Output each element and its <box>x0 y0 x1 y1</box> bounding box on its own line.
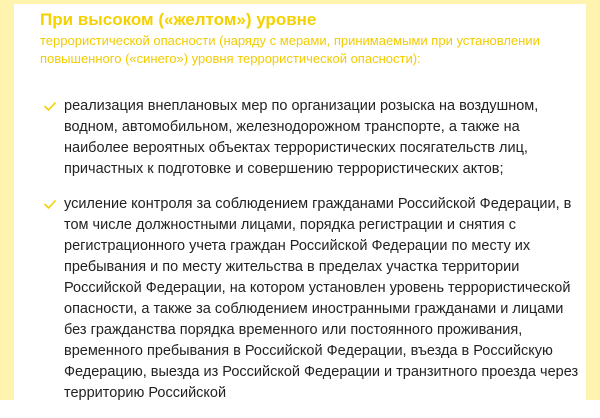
list-item <box>40 96 585 180</box>
list-item-text: реализация внеплановых мер по организации розыска на воздушном, водном, автомобильном, железнодорожном транспорте, а также на наиболее вероятных объектах террористических посягательств лиц, причастных к подготовке и совершению террористических актов; <box>64 98 539 177</box>
section-subheading: террористической опасности (наряду с мерами, принимаемыми при установлении повышенного («синего») уровня террористической опасности): <box>40 33 540 66</box>
list-item <box>40 194 585 404</box>
check-icon <box>44 200 56 209</box>
measures-list <box>40 96 585 404</box>
check-icon <box>44 102 56 111</box>
list-item-text: усиление контроля за соблюдением гражданами Российской Федерации, в том числе должностными лицами, порядка регистрации и снятия с регистрационного учета граждан Российской Федерации по месту их пребывания и по месту жительства в пределах участка территории Российской Федерации, на котором установлен уровень террористической опасности, а также за соблюдением иностранными гражданами и лицами без гражданства порядка временного или постоянного проживания, временного пребывания в Российской Федерации, въезда в Российскую Федерацию, выезда из Российской Федерации и транзитного проезда через территорию Российской <box>64 196 579 401</box>
document-body <box>40 8 585 418</box>
section-heading: При высоком («желтом») уровне <box>40 10 317 29</box>
